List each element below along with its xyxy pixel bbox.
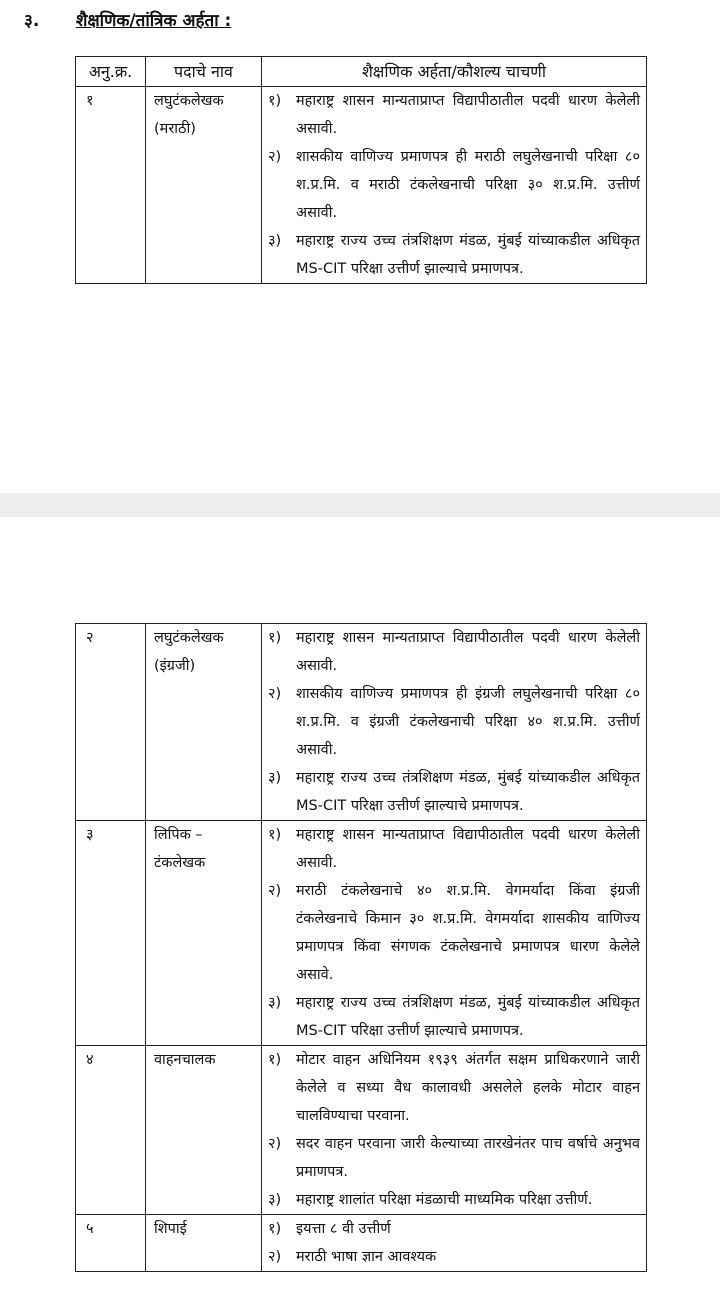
section-heading xyxy=(24,8,231,31)
item-number: २) xyxy=(268,1249,282,1265)
item-number: ३) xyxy=(268,770,282,786)
header-qualification: शैक्षणिक अर्हता/कौशल्य चाचणी xyxy=(262,57,647,87)
row-post-name xyxy=(146,1215,262,1272)
qualification-item xyxy=(268,143,640,227)
row-qualifications xyxy=(262,87,647,284)
qualification-table-part-2 xyxy=(75,623,647,1272)
post-name-line: टंकलेखक xyxy=(154,855,206,871)
row-serial: ५ xyxy=(76,1215,146,1272)
item-text: महाराष्ट्र शासन मान्यताप्राप्त विद्यापीठातील पदवी धारण केलेली असावी. xyxy=(296,630,640,674)
item-number: २) xyxy=(268,686,282,702)
table-row xyxy=(76,624,647,821)
item-text: महाराष्ट्र राज्य उच्च तंत्रशिक्षण मंडळ, मुंबई यांच्याकडील अधिकृत MS-CIT परिक्षा उत्तीर्ण झाल्याचे प्रमाणपत्र. xyxy=(296,770,640,814)
qualification-item xyxy=(268,227,640,283)
item-number: १) xyxy=(268,93,282,109)
post-name-line: लघुटंकलेखक xyxy=(154,93,224,109)
section-number: ३. xyxy=(24,11,40,31)
row-qualifications xyxy=(262,624,647,821)
item-text: शासकीय वाणिज्य प्रमाणपत्र ही मराठी लघुलेखनाची परिक्षा ८० श.प्र.मि. व मराठी टंकलेखनाची परिक्षा ३० श.प्र.मि. उत्तीर्ण असावी. xyxy=(296,149,640,221)
qualification-item xyxy=(268,877,640,989)
post-name-line: लिपिक – xyxy=(154,827,203,843)
row-qualifications xyxy=(262,1215,647,1272)
qualification-item xyxy=(268,1186,640,1214)
document-page-2 xyxy=(0,517,720,1314)
header-serial-no: अनु.क्र. xyxy=(76,57,146,87)
item-number: १) xyxy=(268,1052,282,1068)
table-row xyxy=(76,87,647,284)
page-separator xyxy=(0,493,720,517)
qualification-item xyxy=(268,680,640,764)
post-name-line: (इंग्रजी) xyxy=(154,658,196,674)
table-header-row xyxy=(76,57,647,87)
header-post-name: पदाचे नाव xyxy=(146,57,262,87)
qualification-item xyxy=(268,1046,640,1130)
item-text: महाराष्ट्र राज्य उच्च तंत्रशिक्षण मंडळ, मुंबई यांच्याकडील अधिकृत MS-CIT परिक्षा उत्तीर्ण झाल्याचे प्रमाणपत्र. xyxy=(296,995,640,1039)
row-serial: ४ xyxy=(76,1046,146,1215)
post-name-line: शिपाई xyxy=(154,1221,187,1237)
post-name-line: (मराठी) xyxy=(154,121,196,137)
item-text: शासकीय वाणिज्य प्रमाणपत्र ही इंग्रजी लघुलेखनाची परिक्षा ८० श.प्र.मि. व इंग्रजी टंकलेखनाची परिक्षा ४० श.प्र.मि. उत्तीर्ण असावी. xyxy=(296,686,640,758)
qualification-item xyxy=(268,989,640,1045)
section-title: शैक्षणिक/तांत्रिक अर्हता : xyxy=(75,11,232,31)
item-text: महाराष्ट्र शालांत परिक्षा मंडळाची माध्यमिक परिक्षा उत्तीर्ण. xyxy=(296,1192,593,1208)
row-serial: ३ xyxy=(76,821,146,1046)
item-text: महाराष्ट्र राज्य उच्च तंत्रशिक्षण मंडळ, मुंबई यांच्याकडील अधिकृत MS-CIT परिक्षा उत्तीर्ण झाल्याचे प्रमाणपत्र. xyxy=(296,233,640,277)
row-serial: २ xyxy=(76,624,146,821)
item-number: ३) xyxy=(268,995,282,1011)
item-text: महाराष्ट्र शासन मान्यताप्राप्त विद्यापीठातील पदवी धारण केलेली असावी. xyxy=(296,827,640,871)
item-number: २) xyxy=(268,149,282,165)
row-qualifications xyxy=(262,1046,647,1215)
table-row xyxy=(76,1046,647,1215)
post-name-line: लघुटंकलेखक xyxy=(154,630,224,646)
item-number: १) xyxy=(268,827,282,843)
row-qualifications xyxy=(262,821,647,1046)
qualification-table-part-1 xyxy=(75,56,647,284)
qualification-item xyxy=(268,764,640,820)
qualification-item xyxy=(268,87,640,143)
post-name-line: वाहनचालक xyxy=(154,1052,216,1068)
item-text: इयत्ता ८ वी उत्तीर्ण xyxy=(296,1221,391,1237)
item-text: मराठी भाषा ज्ञान आवश्यक xyxy=(296,1249,437,1265)
item-text: सदर वाहन परवाना जारी केल्याच्या तारखेनंतर पाच वर्षाचे अनुभव प्रमाणपत्र. xyxy=(296,1136,640,1180)
row-post-name xyxy=(146,624,262,821)
row-post-name xyxy=(146,821,262,1046)
document-page-1 xyxy=(0,0,720,493)
row-serial: १ xyxy=(76,87,146,284)
qualification-item xyxy=(268,1130,640,1186)
item-number: २) xyxy=(268,883,282,899)
item-text: मराठी टंकलेखनाचे ४० श.प्र.मि. वेगमर्यादा किंवा इंग्रजी टंकलेखनाचे किमान ३० श.प्र.मि. वेगमर्यादा शासकीय वाणिज्य प्रमाणपत्र किंवा संगणक टंकलेखनाचे प्रमाणपत्र धारण केलेले असावे. xyxy=(296,883,640,983)
item-text: महाराष्ट्र शासन मान्यताप्राप्त विद्यापीठातील पदवी धारण केलेली असावी. xyxy=(296,93,640,137)
table-row xyxy=(76,821,647,1046)
qualification-item xyxy=(268,1243,640,1271)
qualification-item xyxy=(268,624,640,680)
item-number: १) xyxy=(268,1221,282,1237)
item-number: २) xyxy=(268,1136,282,1152)
item-number: ३) xyxy=(268,233,282,249)
item-number: ३) xyxy=(268,1192,282,1208)
item-text: मोटार वाहन अधिनियम १९३९ अंतर्गत सक्षम प्राधिकरणाने जारी केलेले व सध्या वैध कालावधी असलेले हलके मोटार वाहन चालविण्याचा परवाना. xyxy=(296,1052,640,1124)
qualification-item xyxy=(268,821,640,877)
table-row xyxy=(76,1215,647,1272)
item-number: १) xyxy=(268,630,282,646)
row-post-name xyxy=(146,1046,262,1215)
row-post-name xyxy=(146,87,262,284)
qualification-item xyxy=(268,1215,640,1243)
